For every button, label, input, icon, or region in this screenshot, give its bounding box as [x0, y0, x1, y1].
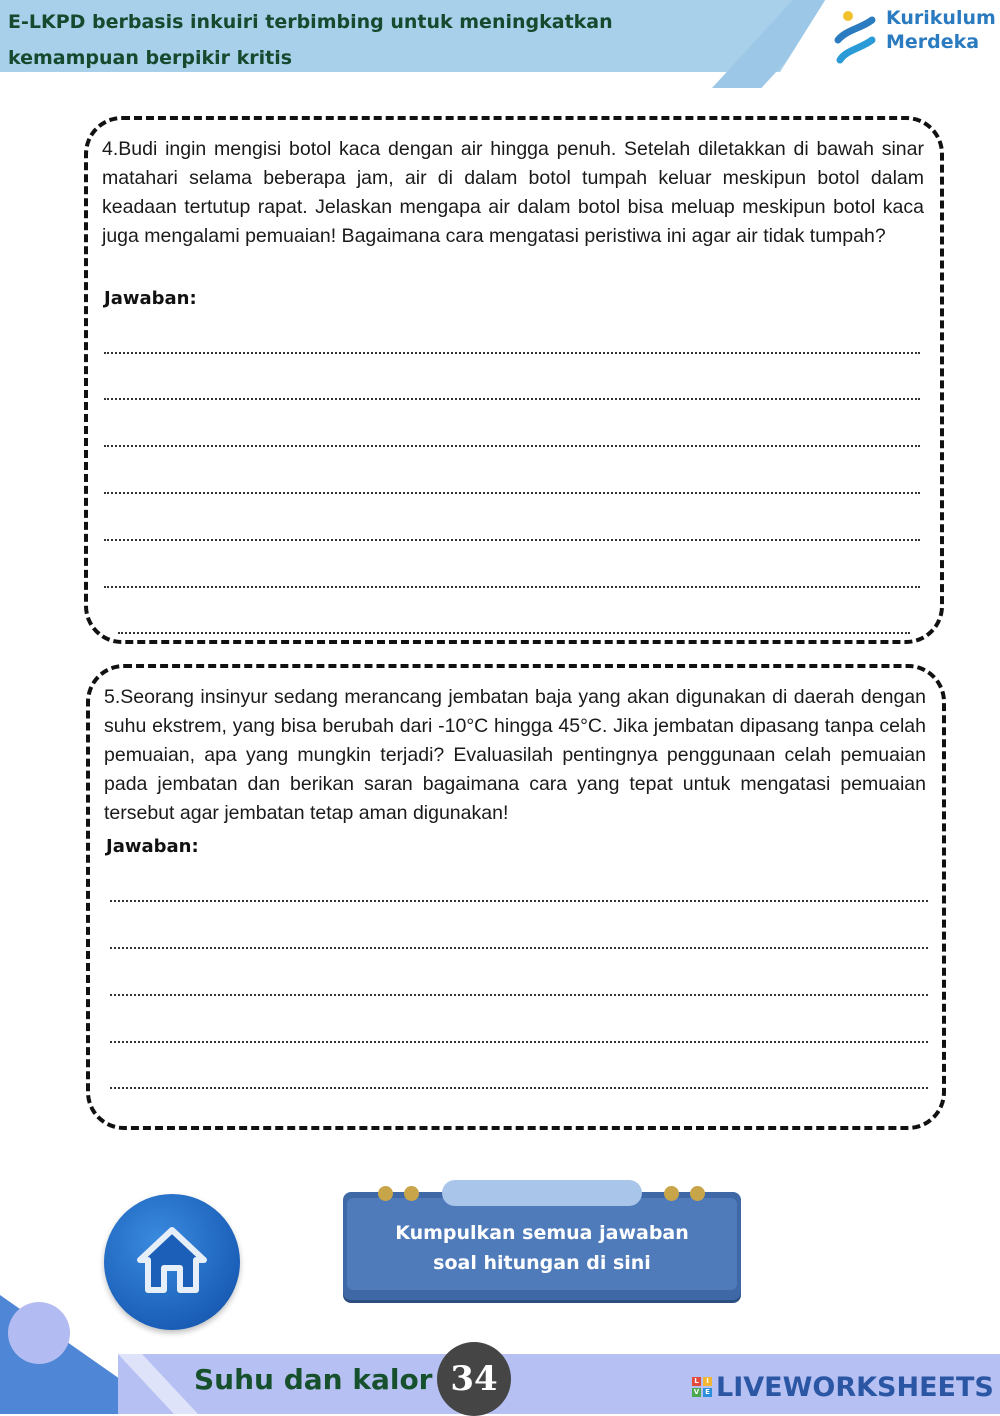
logo-line1: Kurikulum — [886, 7, 996, 29]
grid-letter: E — [703, 1388, 712, 1397]
decor-dot — [404, 1186, 419, 1201]
answer-line[interactable] — [104, 492, 920, 494]
footer-title: Suhu dan kalor — [194, 1363, 433, 1396]
page-number: 34 — [450, 1359, 498, 1399]
question-5-box — [86, 664, 946, 1130]
answer-line[interactable] — [118, 632, 910, 634]
logo-line2: Merdeka — [886, 31, 980, 53]
grid-letter: I — [703, 1377, 712, 1386]
submit-panel-tab — [442, 1180, 642, 1206]
answer-line[interactable] — [104, 398, 920, 400]
answer-line[interactable] — [104, 445, 920, 447]
answer-line[interactable] — [104, 539, 920, 541]
liveworksheets-grid-icon — [692, 1377, 712, 1397]
question-4-box — [84, 116, 944, 644]
page-number-badge — [437, 1342, 511, 1416]
submit-label — [343, 1218, 741, 1278]
logo-text — [886, 6, 996, 54]
home-button[interactable] — [104, 1194, 240, 1330]
question-4-answer-label: Jawaban: — [104, 288, 197, 309]
grid-letter: V — [693, 1388, 700, 1396]
decor-dot — [664, 1186, 679, 1201]
answer-line[interactable] — [110, 1041, 928, 1043]
question-5-text: 5.Seorang insinyur sedang merancang jembatan baja yang akan digunakan di daerah dengan suhu ekstrem, yang bisa berubah dari -10°C hingga 45°C. Jika jembatan dipasang tanpa celah pemuaian, apa yang mungkin terjadi? Evaluasilah pentingnya penggunaan celah pemuaian pada jembatan dan berikan saran bagaimana cara yang tepat untuk mengatasi pemuaian tersebut agar jembatan tetap aman digunakan! — [104, 686, 926, 824]
answer-line[interactable] — [104, 586, 920, 588]
answer-line[interactable] — [110, 947, 928, 949]
grid-letter: L — [692, 1377, 701, 1386]
question-5-answer-label: Jawaban: — [106, 836, 199, 857]
answer-line[interactable] — [110, 900, 928, 902]
liveworksheets-logo[interactable] — [692, 1370, 992, 1406]
decor-dot — [690, 1186, 705, 1201]
answer-line[interactable] — [104, 352, 920, 354]
answer-line[interactable] — [110, 994, 928, 996]
kurikulum-merdeka-logo-icon — [832, 6, 882, 66]
decor-dot — [378, 1186, 393, 1201]
home-icon — [132, 1220, 212, 1300]
submit-answers-button[interactable] — [343, 1192, 741, 1300]
submit-line1: Kumpulkan semua jawaban — [395, 1222, 689, 1244]
page-title: E-LKPD berbasis inkuiri terbimbing untuk meningkatkan kemampuan berpikir kritis — [8, 11, 613, 69]
submit-line2: soal hitungan di sini — [433, 1252, 651, 1274]
answer-line[interactable] — [110, 1087, 928, 1089]
question-4-text: 4.Budi ingin mengisi botol kaca dengan air hingga penuh. Setelah diletakkan di bawah sinar matahari selama beberapa jam, air di dalam botol tumpah keluar meskipun botol dalam keadaan tertutup rapat. Jelaskan mengapa air dalam botol bisa meluap meskipun botol kaca juga mengalami pemuaian! Bagaimana cara mengatasi peristiwa ini agar air tidak tumpah? — [102, 138, 924, 247]
footer-circle-decoration — [8, 1302, 70, 1364]
liveworksheets-brand-text: LIVEWORKSHEETS — [716, 1372, 994, 1403]
